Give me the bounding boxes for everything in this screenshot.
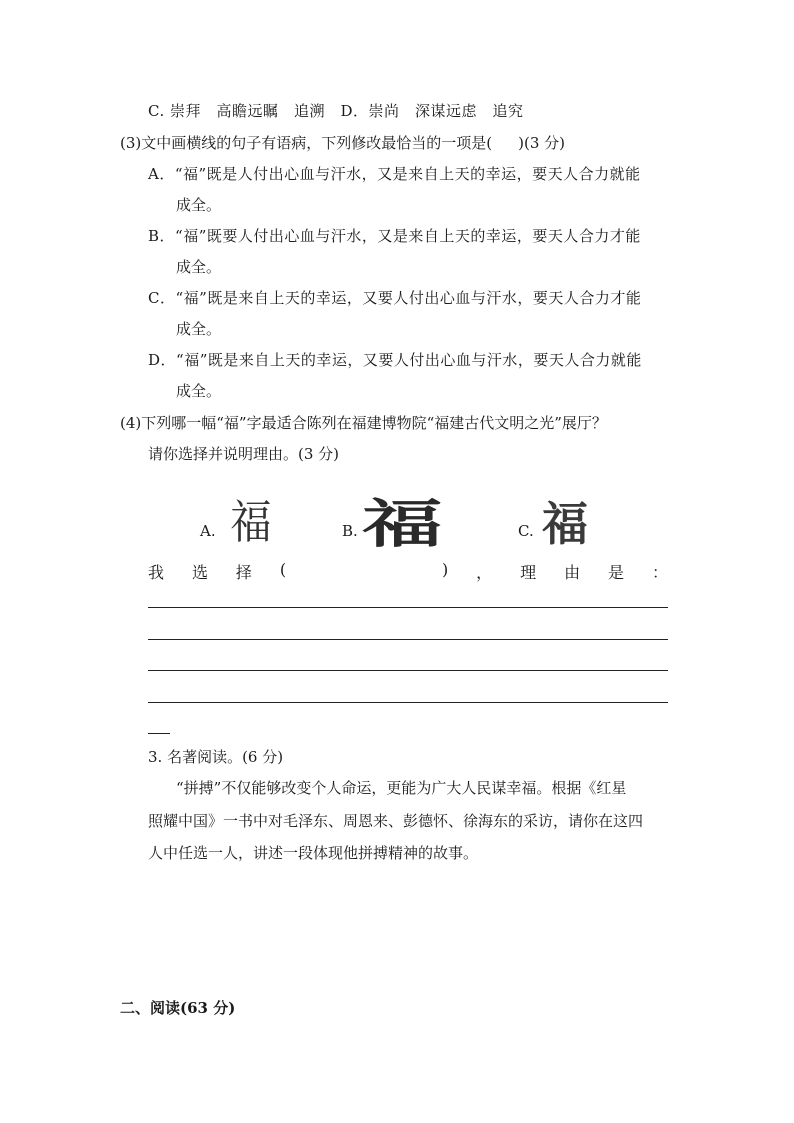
option-b-line1: B．“福”既要人付出心血与汗水，又是来自上天的幸运，要天人合力才能: [148, 227, 641, 245]
answer-line[interactable]: [148, 639, 668, 640]
question-4-stem-line2: 请你选择并说明理由。(3 分): [148, 445, 340, 463]
choice-blank[interactable]: [314, 560, 414, 583]
answer-line[interactable]: [148, 702, 668, 703]
brush-script-fu-glyph[interactable]: 福: [362, 495, 443, 555]
bronze-script-fu-glyph[interactable]: 福: [542, 497, 588, 551]
answer-token: ，: [476, 563, 493, 582]
option-c-line1: C．“福”既是来自上天的幸运，又要人付出心血与汗水，要天人合力才能: [148, 289, 642, 307]
seal-script-fu-glyph[interactable]: 福: [230, 495, 270, 549]
question-3-para-line3: 人中任选一人，讲述一段体现他拼搏精神的故事。: [148, 844, 479, 862]
option-a-line2: 成全。: [176, 196, 222, 214]
question-3-para-line2: 照耀中国》一书中对毛泽东、周恩来、彭德怀、徐海东的采访，请你在这四: [148, 812, 644, 830]
answer-line-short[interactable]: [148, 733, 170, 734]
answer-token: 我: [148, 563, 165, 582]
choice-b-label: B.: [342, 522, 358, 540]
answer-token: 理: [520, 563, 537, 582]
answer-token: 选: [191, 563, 208, 582]
option-d-line1: D．“福”既是来自上天的幸运，又要人付出心血与汗水，要天人合力就能: [148, 351, 642, 369]
option-a-line1: A．“福”既是人付出心血与汗水，又是来自上天的幸运，要天人合力就能: [148, 165, 641, 183]
option-b-line2: 成全。: [176, 258, 222, 276]
option-cd-line: C. 崇拜 高瞻远瞩 追溯 D．崇尚 深谋远虑 追究: [148, 102, 524, 120]
answer-token: ): [441, 560, 449, 579]
section-2-heading: 二、阅读(63 分): [120, 999, 236, 1017]
answer-line[interactable]: [148, 670, 668, 671]
question-3-title: 3. 名著阅读。(6 分): [148, 748, 284, 766]
question-3-para-line1: “拼搏”不仅能够改变个人命运，更能为广大人民谋幸福。根据《红星: [176, 779, 627, 797]
question-3-stem: [120, 133, 565, 153]
question-3-stem-pre: (3)文中画横线的句子有语病，下列修改最恰当的一项是(: [120, 134, 493, 152]
answer-token: 是: [608, 563, 625, 582]
answer-line[interactable]: [148, 607, 668, 608]
answer-token: (: [279, 560, 287, 579]
choice-a-label: A.: [200, 522, 216, 540]
answer-token: 择: [235, 563, 252, 582]
question-3-stem-post: )(3 分): [518, 134, 565, 152]
question-4-stem-line1: (4)下列哪一幅“福”字最适合陈列在福建博物院“福建古代文明之光”展厅？: [120, 414, 607, 432]
answer-token: ：: [651, 563, 668, 582]
option-d-line2: 成全。: [176, 382, 222, 400]
choice-c-label: C.: [518, 522, 534, 540]
answer-token: 由: [564, 563, 581, 582]
option-c-line2: 成全。: [176, 320, 222, 338]
answer-prompt-line: [148, 560, 668, 583]
